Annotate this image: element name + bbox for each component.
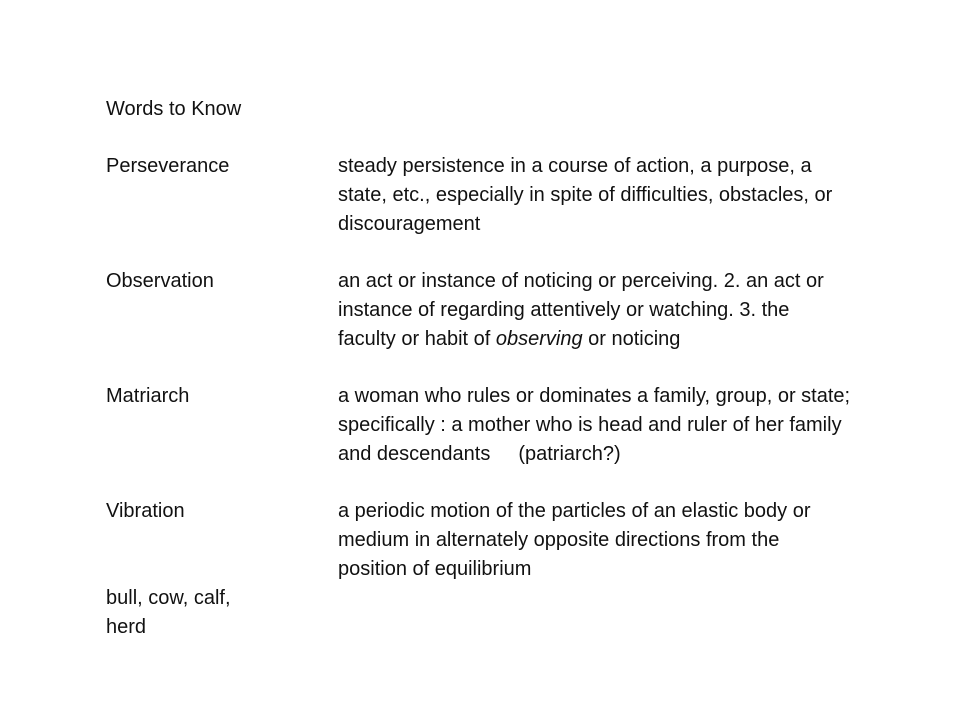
definition-line: position of equilibrium: [338, 558, 532, 580]
definition-perseverance: [338, 152, 938, 239]
definition-text: faculty or habit of: [338, 328, 496, 350]
term-vibration: Vibration: [106, 500, 185, 522]
definition-line: medium in alternately opposite directions from the: [338, 529, 780, 551]
definition-line: state, etc., especially in spite of difficulties, obstacles, or: [338, 184, 833, 206]
definition-line: steady persistence in a course of action, a purpose, a: [338, 155, 812, 177]
definition-line: a woman who rules or dominates a family, group, or state;: [338, 385, 851, 407]
italic-word: observing: [495, 328, 583, 350]
page-title: Words to Know: [106, 98, 242, 120]
term-observation: Observation: [106, 270, 214, 292]
related-word-note: (patriarch?): [518, 443, 621, 465]
term-matriarch: Matriarch: [106, 385, 190, 407]
definition-line: discouragement: [338, 213, 481, 235]
definition-line: a periodic motion of the particles of an elastic body or: [338, 500, 811, 522]
definition-observation: [338, 267, 938, 354]
extra-words-line: herd: [106, 616, 147, 638]
definition-line: an act or instance of noticing or perceiving. 2. an act or: [338, 270, 824, 292]
extra-words: [106, 584, 231, 642]
definition-vibration: [338, 497, 938, 584]
definition-line: specifically : a mother who is head and ruler of her family: [338, 414, 842, 436]
extra-words-line: bull, cow, calf,: [106, 587, 231, 609]
definition-text: and descendants: [338, 443, 491, 465]
term-perseverance: Perseverance: [106, 155, 230, 177]
definition-line: [338, 325, 938, 354]
definition-line: instance of regarding attentively or watching. 3. the: [338, 299, 790, 321]
definition-text: or noticing: [582, 328, 681, 350]
definition-line: [338, 440, 938, 469]
definition-matriarch: [338, 382, 938, 469]
